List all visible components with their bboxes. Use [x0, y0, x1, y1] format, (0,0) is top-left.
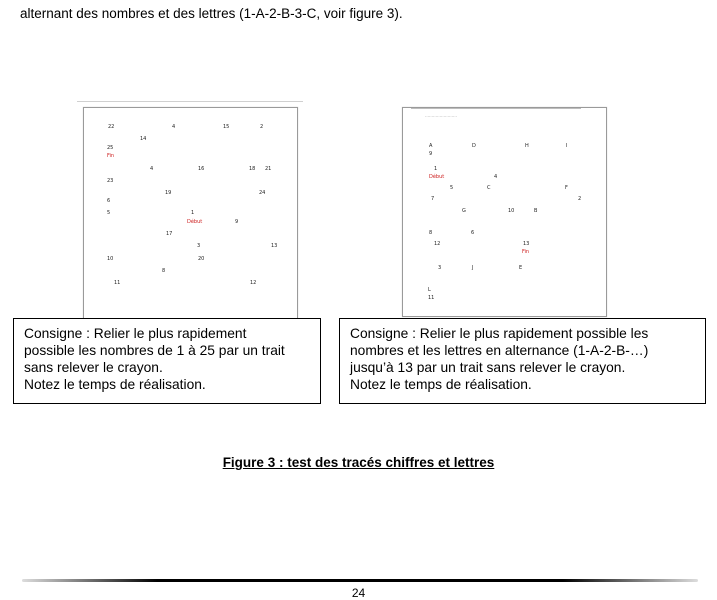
- consigne-a-line: possible les nombres de 1 à 25 par un trait: [24, 343, 285, 358]
- test-a-start-label: Début: [187, 219, 203, 225]
- test-a-mark: 1: [191, 210, 195, 216]
- intro-paragraph: alternant des nombres et des lettres (1-A-2-B-3-C, voir figure 3).: [20, 6, 403, 21]
- footer-rule: [22, 579, 698, 582]
- test-a-mark: 12: [250, 280, 257, 286]
- test-b-mark: 6: [471, 230, 475, 236]
- test-a-mark: 20: [198, 256, 205, 262]
- consigne-b-line: Notez le temps de réalisation.: [350, 377, 532, 392]
- test-b-mark: 7: [431, 196, 435, 202]
- test-b-mark: 1: [434, 166, 438, 172]
- consigne-a-line: Consigne : Relier le plus rapidement: [24, 326, 247, 341]
- test-b-mark: 4: [494, 174, 498, 180]
- test-b-mark: A: [429, 143, 433, 149]
- figure-caption: Figure 3 : test des tracés chiffres et lettres: [222, 455, 495, 470]
- consigne-box-b: [339, 318, 706, 404]
- test-a-mark: 22: [108, 124, 115, 130]
- test-a-mark: 11: [114, 280, 121, 286]
- consigne-b-line: jusqu’à 13 par un trait sans relever le crayon.: [350, 360, 626, 375]
- test-b-header-dots: ……………………: [425, 113, 457, 118]
- test-b-mark: 9: [429, 151, 433, 157]
- consigne-a-line: Notez le temps de réalisation.: [24, 377, 206, 392]
- test-a-mark: 5: [107, 210, 111, 216]
- test-b-mark: G: [462, 208, 466, 214]
- test-b-mark: 3: [438, 265, 442, 271]
- test-a-mark: 23: [107, 178, 114, 184]
- test-a-mark: 15: [223, 124, 230, 130]
- test-b-mark: H: [525, 143, 529, 149]
- test-a-mark: 8: [162, 268, 166, 274]
- test-a-mark: 4: [172, 124, 176, 130]
- test-b-mark: B: [534, 208, 538, 214]
- consigne-b-line: nombres et les lettres en alternance (1-A-2-B-…): [350, 343, 649, 358]
- test-b-mark: L: [428, 287, 431, 293]
- test-b-mark: 11: [428, 295, 435, 301]
- test-a-mark: 16: [198, 166, 205, 172]
- test-a-mark: 13: [271, 243, 278, 249]
- test-b-mark: 5: [450, 185, 454, 191]
- test-a-mark: 17: [166, 231, 173, 237]
- test-a-mark: 9: [235, 219, 239, 225]
- test-b-mark: F: [565, 185, 568, 191]
- test-b-end-label: Fin: [522, 249, 530, 255]
- consigne-box-a: [13, 318, 321, 404]
- test-a-mark: 18: [249, 166, 256, 172]
- test-b-header-line: [411, 108, 581, 109]
- page-number: 24: [351, 586, 366, 600]
- test-b-mark: 12: [434, 241, 441, 247]
- test-a-mark: 19: [165, 190, 172, 196]
- test-a-mark: 6: [107, 198, 111, 204]
- test-a-mark: 2: [260, 124, 264, 130]
- test-b-mark: I: [566, 143, 568, 149]
- consigne-b-line: Consigne : Relier le plus rapidement possible les: [350, 326, 649, 341]
- test-b-mark: J: [472, 265, 474, 271]
- test-b-mark: C: [487, 185, 491, 191]
- test-b-mark: 13: [523, 241, 530, 247]
- test-b-mark: 8: [429, 230, 433, 236]
- test-b-mark: 2: [578, 196, 582, 202]
- test-b-mark: 10: [508, 208, 515, 214]
- sheet-a-top-rule: [77, 101, 303, 102]
- test-a-end-label: Fin: [107, 153, 115, 159]
- test-a-mark: 14: [140, 136, 147, 142]
- test-b-mark: E: [519, 265, 523, 271]
- test-a-mark: 3: [197, 243, 201, 249]
- test-b-start-label: Début: [429, 174, 445, 180]
- test-b-mark: D: [472, 143, 476, 149]
- test-b-sheet-image: [402, 107, 607, 317]
- test-a-mark: 25: [107, 145, 114, 151]
- consigne-a-line: sans relever le crayon.: [24, 360, 163, 375]
- test-a-mark: 21: [265, 166, 272, 172]
- test-a-sheet-image: [83, 107, 298, 319]
- test-a-mark: 24: [259, 190, 266, 196]
- test-a-mark: 4: [150, 166, 154, 172]
- test-a-mark: 10: [107, 256, 114, 262]
